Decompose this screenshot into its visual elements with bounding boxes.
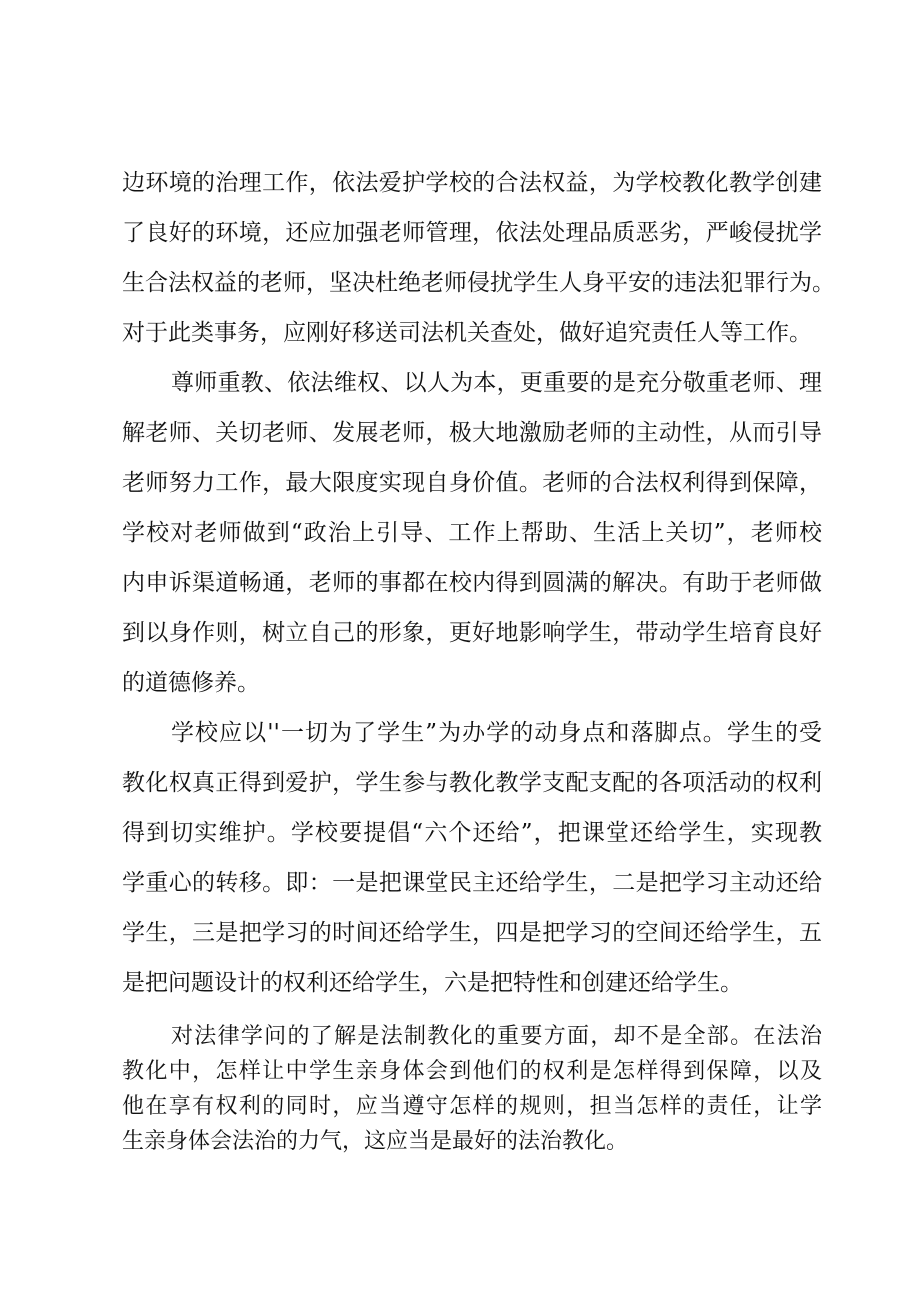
paragraph-line: 生合法权益的老师，坚决杜绝老师侵扰学生人身平安的违法犯罪行为。 xyxy=(122,270,835,296)
paragraph-line: 教化权真正得到爱护，学生参与教化教学支配支配的各项活动的权利 xyxy=(122,770,822,796)
paragraph-line: 学校应以''一切为了学生”为办学的动身点和落脚点。学生的受 xyxy=(171,720,822,746)
paragraph-line: 教化中，怎样让中学生亲身体会到他们的权利是怎样得到保障，以及 xyxy=(122,1059,822,1084)
paragraph-line: 得到切实维护。学校要提倡“六个还给”，把课堂还给学生，实现教 xyxy=(122,820,822,846)
paragraph-line: 生亲身体会法治的力气，这应当是最好的法治教化。 xyxy=(122,1129,629,1154)
paragraph-line: 是把问题设计的权利还给学生，六是把特性和创建还给学生。 xyxy=(122,970,743,996)
paragraph-line: 的道德修养。 xyxy=(122,670,260,696)
paragraph-line: 了良好的环境，还应加强老师管理，依法处理品质恶劣，严峻侵扰学 xyxy=(122,220,822,246)
paragraph-line: 老师努力工作，最大限度实现自身价值。老师的合法权利得到保障， xyxy=(122,470,822,496)
paragraph-line: 学重心的转移。即：一是把课堂民主还给学生，二是把学习主动还给 xyxy=(122,870,822,896)
paragraph-line: 对于此类事务，应刚好移送司法机关查处，做好追究责任人等工作。 xyxy=(122,320,812,346)
paragraph-line: 他在享有权利的同时，应当遵守怎样的规则，担当怎样的责任，让学 xyxy=(122,1094,822,1119)
paragraph-line: 学校对老师做到“政治上引导、工作上帮助、生活上关切”，老师校 xyxy=(122,520,822,546)
paragraph-line: 尊师重教、依法维权、以人为本，更重要的是充分敬重老师、理 xyxy=(171,370,822,396)
paragraph-line: 到以身作则，树立自己的形象，更好地影响学生，带动学生培育良好 xyxy=(122,620,822,646)
paragraph-line: 对法律学问的了解是法制教化的重要方面，却不是全部。在法治 xyxy=(171,1024,822,1049)
paragraph-line: 内申诉渠道畅通，老师的事都在校内得到圆满的解决。有助于老师做 xyxy=(122,570,822,596)
paragraph-line: 学生，三是把学习的时间还给学生，四是把学习的空间还给学生，五 xyxy=(122,920,822,946)
paragraph-line: 边环境的治理工作，依法爱护学校的合法权益，为学校教化教学创建 xyxy=(122,170,822,196)
paragraph-line: 解老师、关切老师、发展老师，极大地激励老师的主动性，从而引导 xyxy=(122,420,822,446)
